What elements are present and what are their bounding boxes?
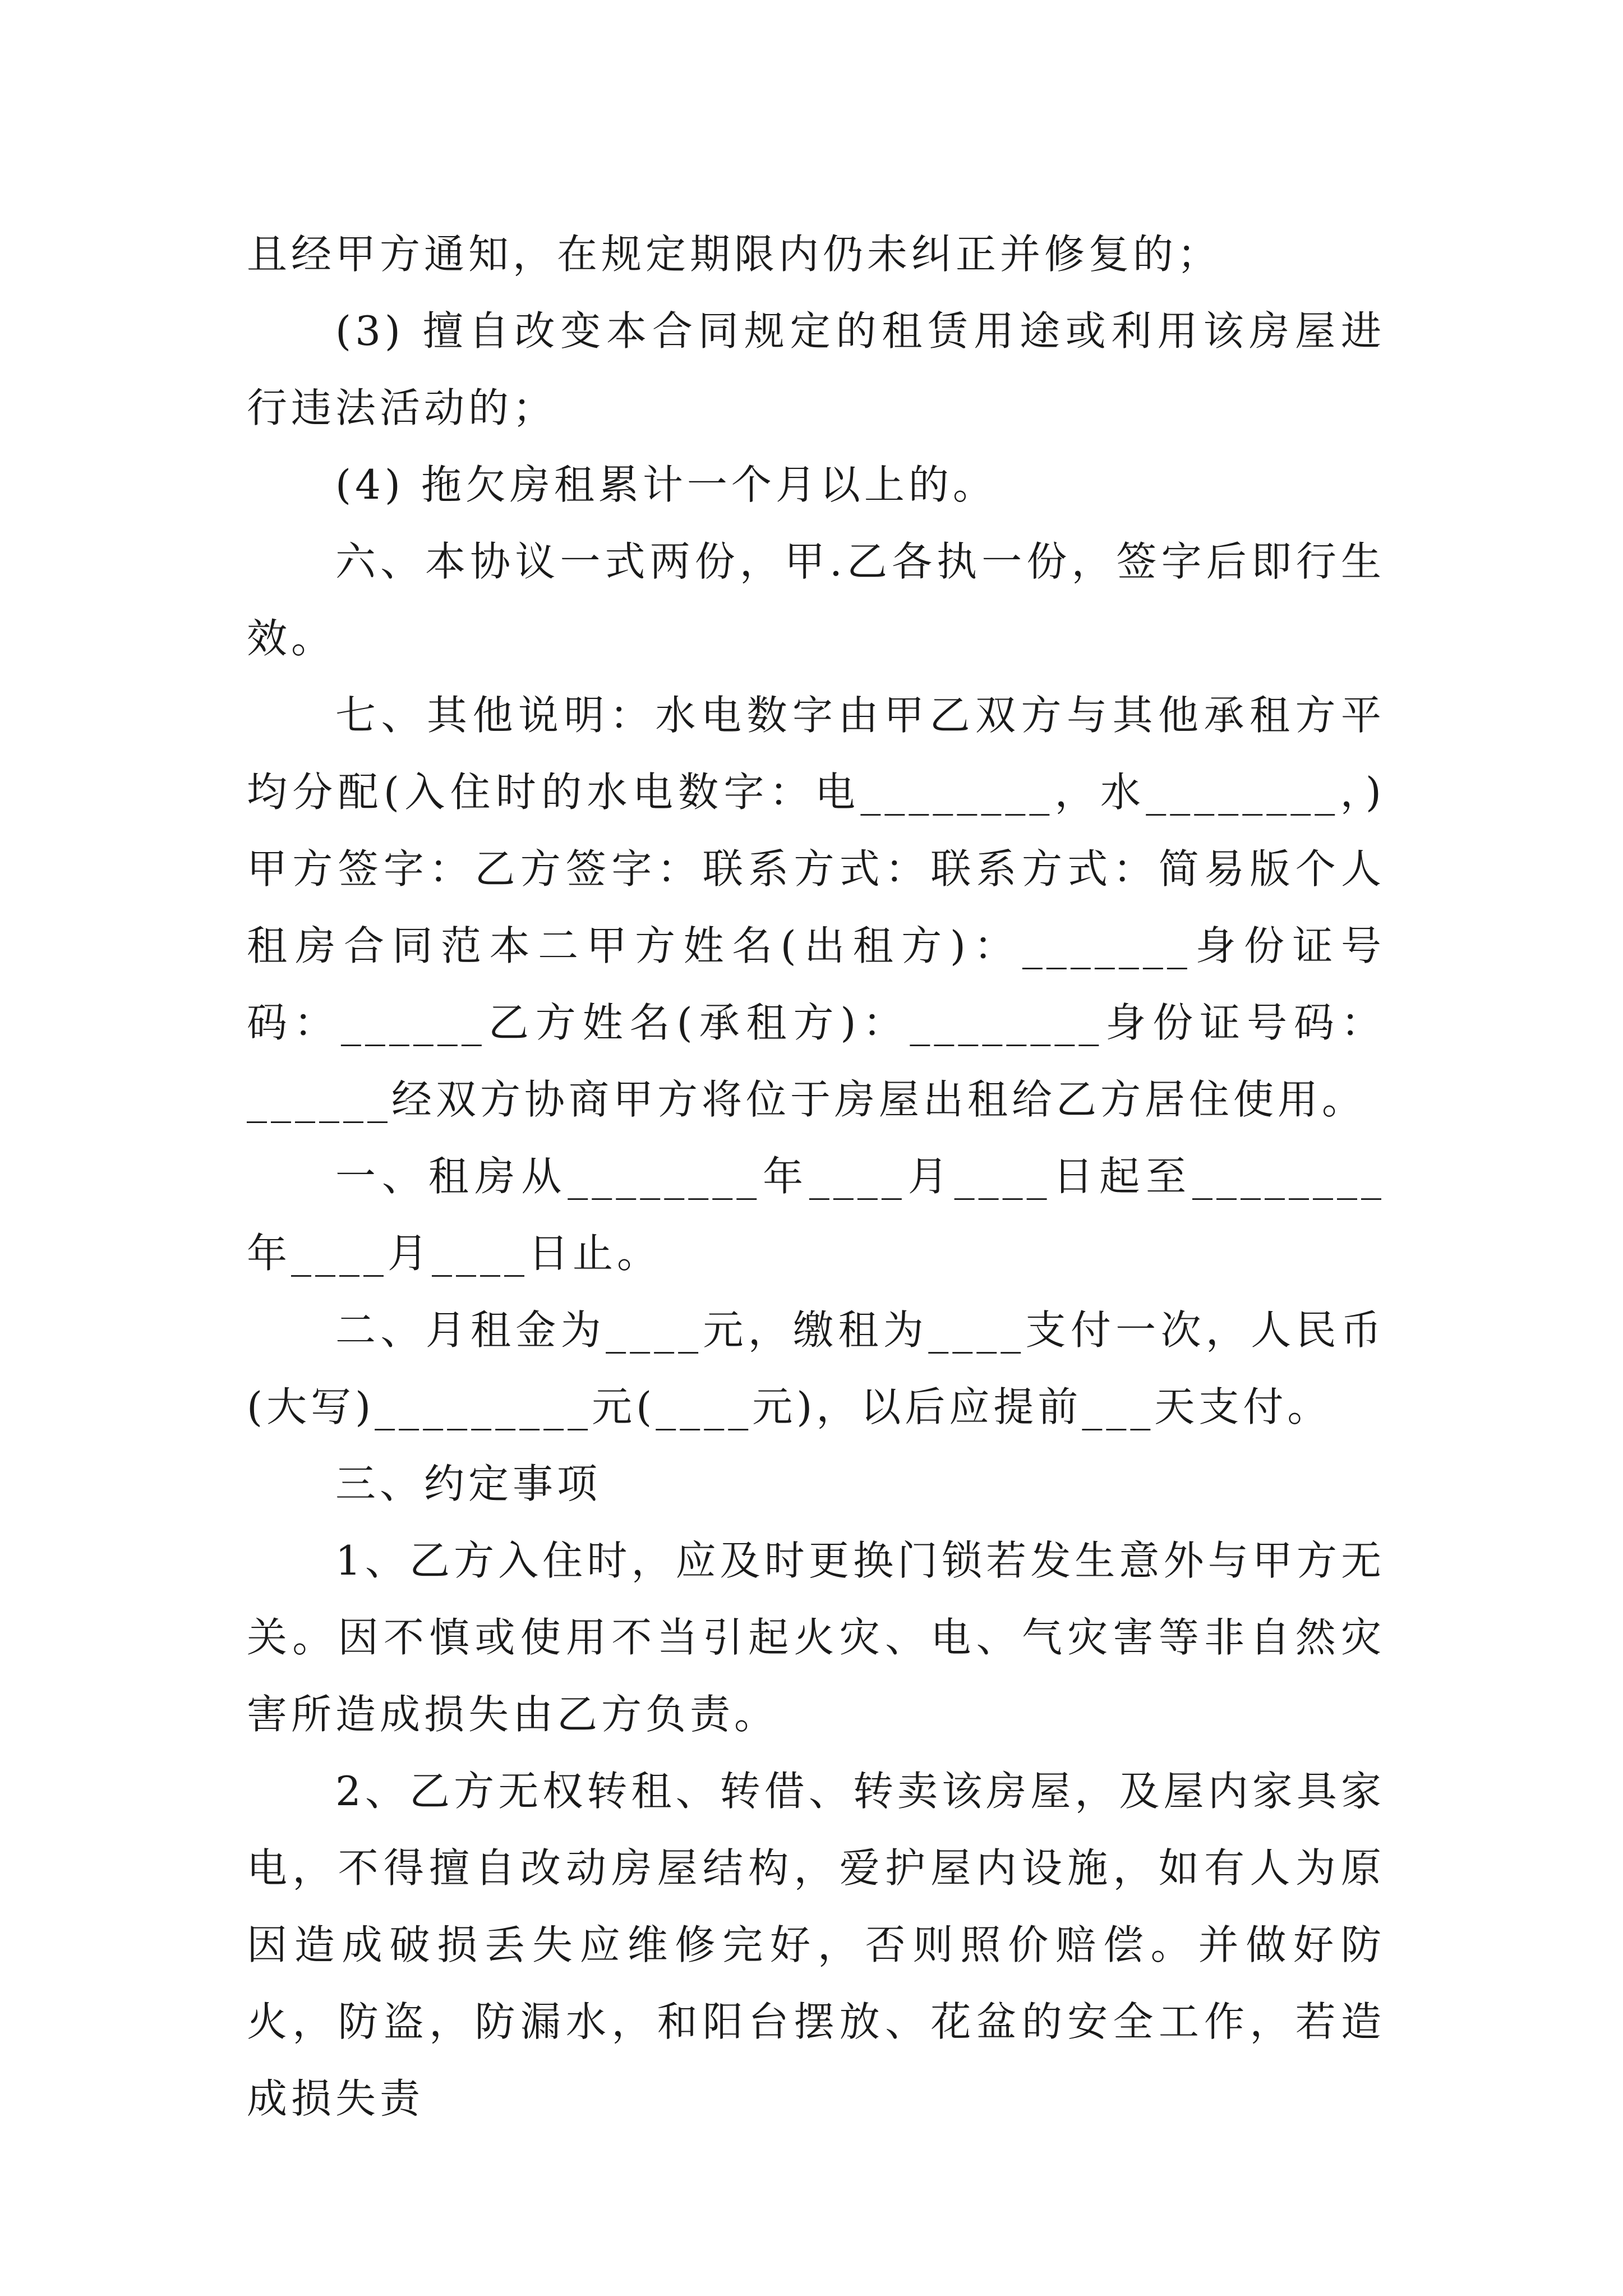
paragraph-monthly-rent: 二、月租金为____元，缴租为____支付一次，人民币(大写)_________元(____元)，以后应提前___天支付。	[247, 1306, 1385, 1430]
paragraph-clause-3: (3) 擅自改变本合同规定的租赁用途或利用该房屋进行违法活动的；	[247, 307, 1385, 431]
paragraph-item-1: 1、乙方入住时，应及时更换门锁若发生意外与甲方无关。因不慎或使用不当引起火灾、电、气灾害等非自然灾害所造成损失由乙方负责。	[247, 1537, 1385, 1738]
paragraph-agreed-items-heading: 三、约定事项	[335, 1460, 602, 1507]
paragraph-item-2: 2、乙方无权转租、转借、转卖该房屋，及屋内家具家电，不得擅自改动房屋结构，爱护屋内设施，如有人为原因造成破损丢失应维修完好，否则照价赔偿。并做好防火，防盗，防漏水，和阳台摆放、花盆的安全工作，若造成损失责	[247, 1768, 1385, 2122]
paragraph-section-7: 七、其他说明：水电数字由甲乙双方与其他承租方平均分配(入住时的水电数字：电________，水________，)甲方签字：乙方签字：联系方式：联系方式：简易版个人租房合同范本二甲方姓名(出租方)：_______身份证号码：______乙方姓名(承租方)：________身份证号码：______经双方协商甲方将位于房屋出租给乙方居住使用。	[247, 692, 1385, 1123]
paragraph-clause-4: (4) 拖欠房租累计一个月以上的。	[335, 461, 997, 508]
paragraph-rental-period: 一、租房从________年____月____日起至________年____月____日止。	[247, 1153, 1385, 1277]
document-body	[247, 216, 1385, 2137]
paragraph-continuation: 且经甲方通知，在规定期限内仍未纠正并修复的；	[247, 231, 1222, 278]
paragraph-section-6: 六、本协议一式两份，甲.乙各执一份，签字后即行生效。	[247, 538, 1385, 662]
